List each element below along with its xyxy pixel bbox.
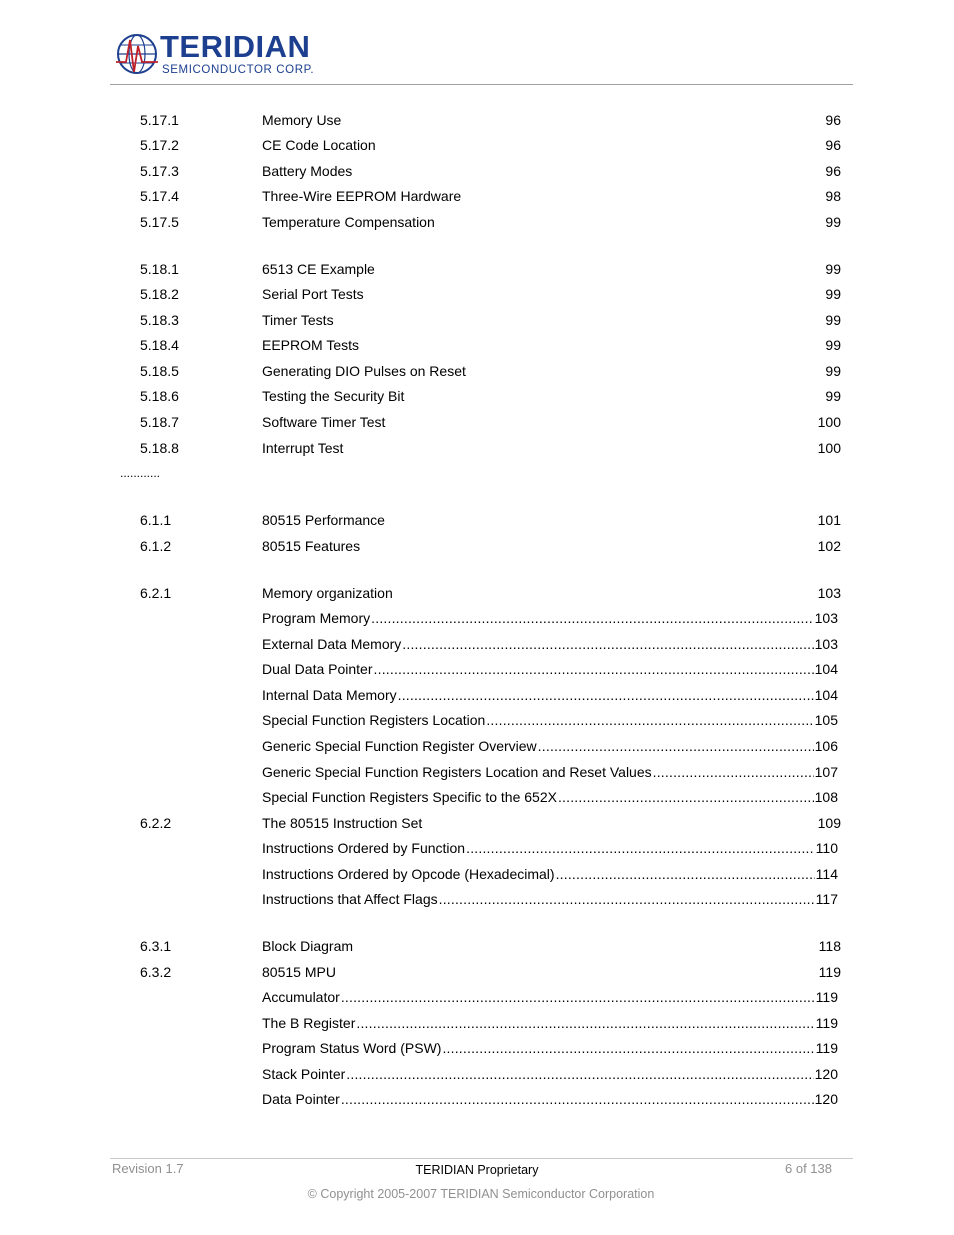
toc-number: 6.3.2 bbox=[140, 964, 172, 980]
toc-entry[interactable] bbox=[0, 186, 954, 206]
toc-subentry-page: 104 bbox=[814, 687, 838, 703]
toc-number: 6.3.1 bbox=[140, 938, 172, 954]
toc-page: 100 bbox=[817, 440, 841, 456]
toc-entry[interactable] bbox=[0, 161, 954, 181]
toc-subentry[interactable] bbox=[262, 710, 838, 730]
toc-page: 99 bbox=[825, 388, 841, 404]
logo-subtitle: SEMICONDUCTOR CORP. bbox=[162, 64, 315, 76]
toc-title: Software Timer Test bbox=[262, 414, 386, 430]
toc-subentry-page: 105 bbox=[814, 712, 838, 728]
toc-title: Memory Use bbox=[262, 112, 342, 128]
toc-number: 5.18.7 bbox=[140, 414, 179, 430]
toc-entry[interactable] bbox=[0, 936, 954, 956]
toc-entry[interactable] bbox=[0, 510, 954, 530]
toc-title: Generating DIO Pulses on Reset bbox=[262, 363, 466, 379]
toc-entry[interactable] bbox=[0, 962, 954, 982]
toc-subentry[interactable] bbox=[262, 1013, 838, 1033]
toc-page: 119 bbox=[818, 964, 841, 980]
toc-number: 5.17.3 bbox=[140, 163, 179, 179]
toc-number: 5.18.2 bbox=[140, 286, 179, 302]
dot-leader bbox=[442, 1038, 814, 1058]
toc-entry[interactable] bbox=[0, 110, 954, 130]
toc-title: Testing the Security Bit bbox=[262, 388, 405, 404]
toc-subentry[interactable] bbox=[262, 762, 838, 782]
toc-entry[interactable] bbox=[0, 813, 954, 833]
dot-leader bbox=[374, 659, 814, 679]
toc-number: 5.18.3 bbox=[140, 312, 179, 328]
dot-leader bbox=[556, 864, 815, 884]
toc-entry[interactable] bbox=[0, 361, 954, 381]
toc-subentry-page: 103 bbox=[814, 636, 838, 652]
toc-entry[interactable] bbox=[0, 536, 954, 556]
toc-title: Three-Wire EEPROM Hardware bbox=[262, 188, 462, 204]
toc-number: 5.18.1 bbox=[140, 261, 179, 277]
footer-revision: Revision 1.7 bbox=[112, 1161, 184, 1176]
toc-subentry-page: 117 bbox=[815, 891, 838, 907]
toc-number: 5.17.1 bbox=[140, 112, 179, 128]
toc-title: Timer Tests bbox=[262, 312, 334, 328]
toc-subentry-title: Program Status Word (PSW) bbox=[262, 1040, 442, 1056]
toc-page: 99 bbox=[825, 286, 841, 302]
toc-entry[interactable] bbox=[0, 135, 954, 155]
toc-number: 6.1.1 bbox=[140, 512, 172, 528]
toc-subentry[interactable] bbox=[262, 787, 838, 807]
footer-divider bbox=[110, 1158, 853, 1159]
toc-subentry-title: External Data Memory bbox=[262, 636, 402, 652]
toc-page: 109 bbox=[817, 815, 841, 831]
toc-number: 5.18.6 bbox=[140, 388, 179, 404]
toc-page: 102 bbox=[817, 538, 841, 554]
toc-subentry[interactable] bbox=[262, 864, 838, 884]
toc-page: 99 bbox=[825, 214, 841, 230]
toc-subentry[interactable] bbox=[262, 736, 838, 756]
toc-page: 96 bbox=[825, 112, 841, 128]
toc-subentry[interactable] bbox=[262, 634, 838, 654]
toc-page: 100 bbox=[817, 414, 841, 430]
toc-title: Temperature Compensation bbox=[262, 214, 435, 230]
toc-entry[interactable] bbox=[0, 212, 954, 232]
toc-title: Block Diagram bbox=[262, 938, 354, 954]
dot-leader bbox=[486, 710, 813, 730]
toc-subentry-page: 120 bbox=[814, 1066, 838, 1082]
toc-page: 99 bbox=[825, 363, 841, 379]
toc-number: 5.17.5 bbox=[140, 214, 179, 230]
toc-subentry-page: 114 bbox=[815, 866, 838, 882]
toc-entry[interactable] bbox=[0, 310, 954, 330]
dot-leader bbox=[466, 838, 815, 858]
toc-subentry-page: 107 bbox=[814, 764, 838, 780]
toc-subentry[interactable] bbox=[262, 608, 838, 628]
toc-title: 80515 Features bbox=[262, 538, 361, 554]
toc-subentry-page: 119 bbox=[815, 1015, 838, 1031]
toc-title: Battery Modes bbox=[262, 163, 353, 179]
toc-number: 5.18.5 bbox=[140, 363, 179, 379]
toc-title: 80515 MPU bbox=[262, 964, 336, 980]
toc-subentry-title: Instructions Ordered by Function bbox=[262, 840, 466, 856]
toc-number: 5.18.8 bbox=[140, 440, 179, 456]
teridian-logo bbox=[116, 30, 326, 80]
dot-leader bbox=[371, 608, 814, 628]
toc-subentry-page: 108 bbox=[814, 789, 838, 805]
toc-subentry-page: 120 bbox=[814, 1091, 838, 1107]
toc-page: 118 bbox=[818, 938, 841, 954]
toc-subentry-title: Generic Special Function Registers Location and Reset Values bbox=[262, 764, 652, 780]
toc-subentry-title: Special Function Registers Specific to the 652X bbox=[262, 789, 557, 805]
dot-leader bbox=[398, 685, 814, 705]
toc-number: 6.2.1 bbox=[140, 585, 172, 601]
toc-page: 103 bbox=[817, 585, 841, 601]
toc-title: 6513 CE Example bbox=[262, 261, 375, 277]
toc-page: 98 bbox=[825, 188, 841, 204]
toc-subentry[interactable] bbox=[262, 1064, 838, 1084]
toc-subentry-page: 103 bbox=[814, 610, 838, 626]
toc-entry[interactable] bbox=[0, 259, 954, 279]
header-divider bbox=[110, 84, 853, 85]
toc-number: 6.2.2 bbox=[140, 815, 172, 831]
toc-number: 5.18.4 bbox=[140, 337, 179, 353]
toc-subentry-title: Dual Data Pointer bbox=[262, 661, 373, 677]
toc-page: 96 bbox=[825, 137, 841, 153]
toc-entry[interactable] bbox=[0, 284, 954, 304]
toc-entry[interactable] bbox=[0, 386, 954, 406]
toc-subentry[interactable] bbox=[262, 889, 838, 909]
toc-title: Interrupt Test bbox=[262, 440, 344, 456]
toc-subentry-title: The B Register bbox=[262, 1015, 356, 1031]
toc-subentry-title: Data Pointer bbox=[262, 1091, 340, 1107]
toc-subentry-title: Program Memory bbox=[262, 610, 371, 626]
toc-subentry-title: Stack Pointer bbox=[262, 1066, 346, 1082]
toc-title: 80515 Performance bbox=[262, 512, 385, 528]
toc-number: 5.17.2 bbox=[140, 137, 179, 153]
toc-subentry-title: Generic Special Function Register Overview bbox=[262, 738, 537, 754]
toc-title: The 80515 Instruction Set bbox=[262, 815, 423, 831]
footer-page-number: 6 of 138 bbox=[785, 1161, 832, 1176]
toc-subentry-page: 106 bbox=[814, 738, 838, 754]
toc-title: EEPROM Tests bbox=[262, 337, 359, 353]
separator-dots: ............ bbox=[120, 466, 161, 480]
toc-subentry-title: Instructions Ordered by Opcode (Hexadecimal) bbox=[262, 866, 555, 882]
toc-title: CE Code Location bbox=[262, 137, 376, 153]
toc-subentry-title: Instructions that Affect Flags bbox=[262, 891, 438, 907]
toc-subentry[interactable] bbox=[262, 685, 838, 705]
toc-subentry-title: Internal Data Memory bbox=[262, 687, 397, 703]
toc-subentry[interactable] bbox=[262, 1089, 838, 1109]
toc-subentry-title: Accumulator bbox=[262, 989, 340, 1005]
toc-number: 5.17.4 bbox=[140, 188, 179, 204]
toc-subentry-page: 119 bbox=[815, 989, 838, 1005]
dot-leader bbox=[538, 736, 814, 756]
toc-subentry[interactable] bbox=[262, 838, 838, 858]
toc-title: Serial Port Tests bbox=[262, 286, 364, 302]
dot-leader bbox=[341, 1089, 814, 1109]
footer-proprietary: TERIDIAN Proprietary bbox=[415, 1163, 539, 1177]
toc-subentry-page: 119 bbox=[815, 1040, 838, 1056]
toc-subentry[interactable] bbox=[262, 987, 838, 1007]
dot-leader bbox=[402, 634, 813, 654]
toc-subentry-page: 104 bbox=[814, 661, 838, 677]
footer-copyright: © Copyright 2005-2007 TERIDIAN Semiconductor Corporation bbox=[307, 1187, 655, 1201]
toc-entry[interactable] bbox=[0, 412, 954, 432]
toc-entry[interactable] bbox=[0, 583, 954, 603]
dot-leader bbox=[439, 889, 815, 909]
toc-subentry-title: Special Function Registers Location bbox=[262, 712, 486, 728]
dot-leader bbox=[346, 1064, 813, 1084]
toc-page: 99 bbox=[825, 337, 841, 353]
toc-subentry-page: 110 bbox=[815, 840, 838, 856]
dot-leader bbox=[653, 762, 814, 782]
toc-entry[interactable] bbox=[0, 335, 954, 355]
toc-subentry[interactable] bbox=[262, 1038, 838, 1058]
toc-page: 99 bbox=[825, 312, 841, 328]
toc-page: 101 bbox=[817, 512, 841, 528]
dot-leader bbox=[356, 1013, 814, 1033]
logo-name: TERIDIAN bbox=[160, 29, 311, 64]
dot-leader bbox=[341, 987, 815, 1007]
toc-title: Memory organization bbox=[262, 585, 393, 601]
toc-entry[interactable] bbox=[0, 438, 954, 458]
toc-page: 96 bbox=[825, 163, 841, 179]
dot-leader bbox=[558, 787, 814, 807]
toc-page: 99 bbox=[825, 261, 841, 277]
toc-number: 6.1.2 bbox=[140, 538, 172, 554]
toc-subentry[interactable] bbox=[262, 659, 838, 679]
logo-globe-icon bbox=[116, 32, 158, 76]
